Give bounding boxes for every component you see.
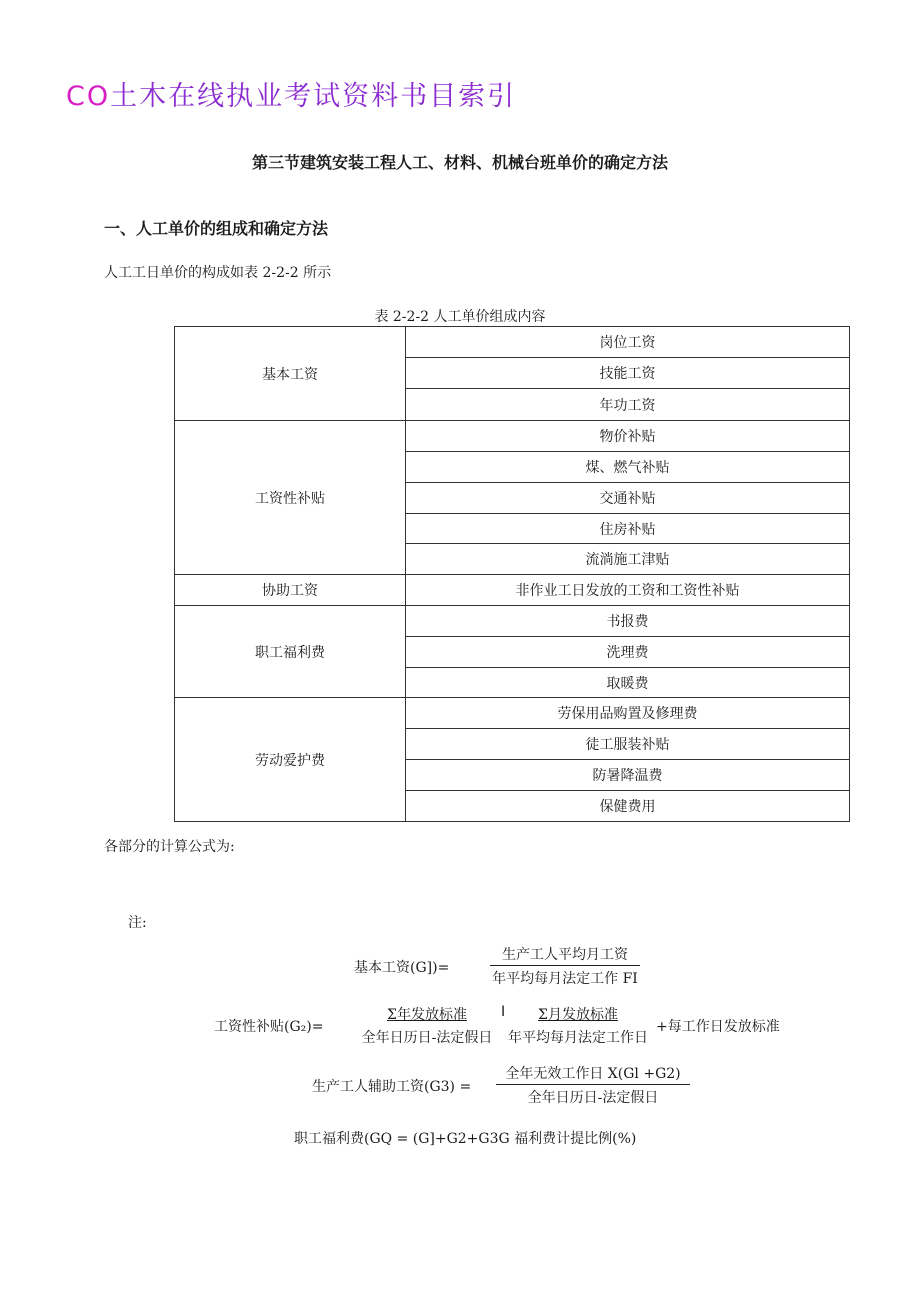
formula-intro: 各部分的计算公式为: <box>104 839 235 855</box>
table-caption: 表 2-2-2 人工单价组成内容 <box>374 309 546 325</box>
item-cell: 劳保用品购置及修理费 <box>406 698 850 729</box>
table-row <box>175 606 850 637</box>
table-row <box>175 327 850 358</box>
item-cell: 保健费用 <box>406 791 850 822</box>
section-title: 第三节建筑安装工程人工、材料、机械台班单价的确定方法 <box>251 153 668 172</box>
intro-paragraph: 人工工日单价的构成如表 2-2-2 所示 <box>104 265 332 281</box>
item-cell: 徒工服装补贴 <box>406 729 850 760</box>
item-cell: 煤、燃气补贴 <box>406 452 850 483</box>
fraction-numerator: Σ年发放标准 <box>387 1007 467 1023</box>
header-title <box>66 74 516 113</box>
formula-aux-wage-label: 生产工人辅助工资(G3) = <box>312 1079 472 1095</box>
item-cell: 年功工资 <box>406 389 850 421</box>
formula-welfare: 职工福利费(GQ = (G]+G2+G3G 福利费计提比例(%) <box>294 1131 637 1147</box>
item-cell: 交通补贴 <box>406 483 850 514</box>
item-cell: 技能工资 <box>406 358 850 389</box>
category-cell: 基本工资 <box>175 327 406 421</box>
table-row <box>175 575 850 606</box>
category-cell: 工资性补贴 <box>175 421 406 575</box>
formula-separator: I <box>501 1004 506 1020</box>
item-cell: 洗理费 <box>406 637 850 668</box>
formula-allowance-label: 工资性补贴(G₂)= <box>214 1019 324 1035</box>
header-prefix: CO <box>66 81 111 112</box>
item-cell: 物价补贴 <box>406 421 850 452</box>
category-cell: 劳动爱护费 <box>175 698 406 822</box>
formula-allowance-fraction-2 <box>503 1004 653 1047</box>
formula-basic-wage-label: 基本工资(G])= <box>354 960 450 976</box>
fraction-denominator: 年平均每月法定工作日 <box>508 1030 648 1046</box>
item-cell: 流淌施工津贴 <box>406 544 850 575</box>
item-cell: 住房补贴 <box>406 514 850 544</box>
note-label: 注: <box>128 915 147 931</box>
item-cell: 防暑降温费 <box>406 760 850 791</box>
fraction-numerator: 生产工人平均月工资 <box>490 944 640 966</box>
formula-allowance-tail: +每工作日发放标准 <box>656 1019 780 1035</box>
category-cell: 职工福利费 <box>175 606 406 698</box>
table-row <box>175 698 850 729</box>
formula-allowance-fraction-1 <box>356 1004 498 1047</box>
fraction-numerator: 全年无效工作日 X(Gl +G2) <box>496 1063 690 1085</box>
fraction-denominator: 年平均每月法定工作 FI <box>492 971 638 987</box>
table-row <box>175 421 850 452</box>
fraction-denominator: 全年日历日-法定假日 <box>527 1090 659 1106</box>
formula-aux-wage-fraction <box>496 1063 690 1107</box>
category-cell: 协助工资 <box>175 575 406 606</box>
header-text: 土木在线执业考试资料书目索引 <box>110 81 517 112</box>
item-cell: 非作业工日发放的工资和工资性补贴 <box>406 575 850 606</box>
fraction-denominator: 全年日历日-法定假日 <box>361 1030 493 1046</box>
fraction-numerator: Σ月发放标准 <box>538 1007 618 1023</box>
item-cell: 岗位工资 <box>406 327 850 358</box>
item-cell: 书报费 <box>406 606 850 637</box>
labor-price-table <box>174 326 850 822</box>
formula-basic-wage-fraction <box>490 944 640 988</box>
item-cell: 取暖费 <box>406 668 850 698</box>
heading-labor-price: 一、人工单价的组成和确定方法 <box>104 219 329 238</box>
